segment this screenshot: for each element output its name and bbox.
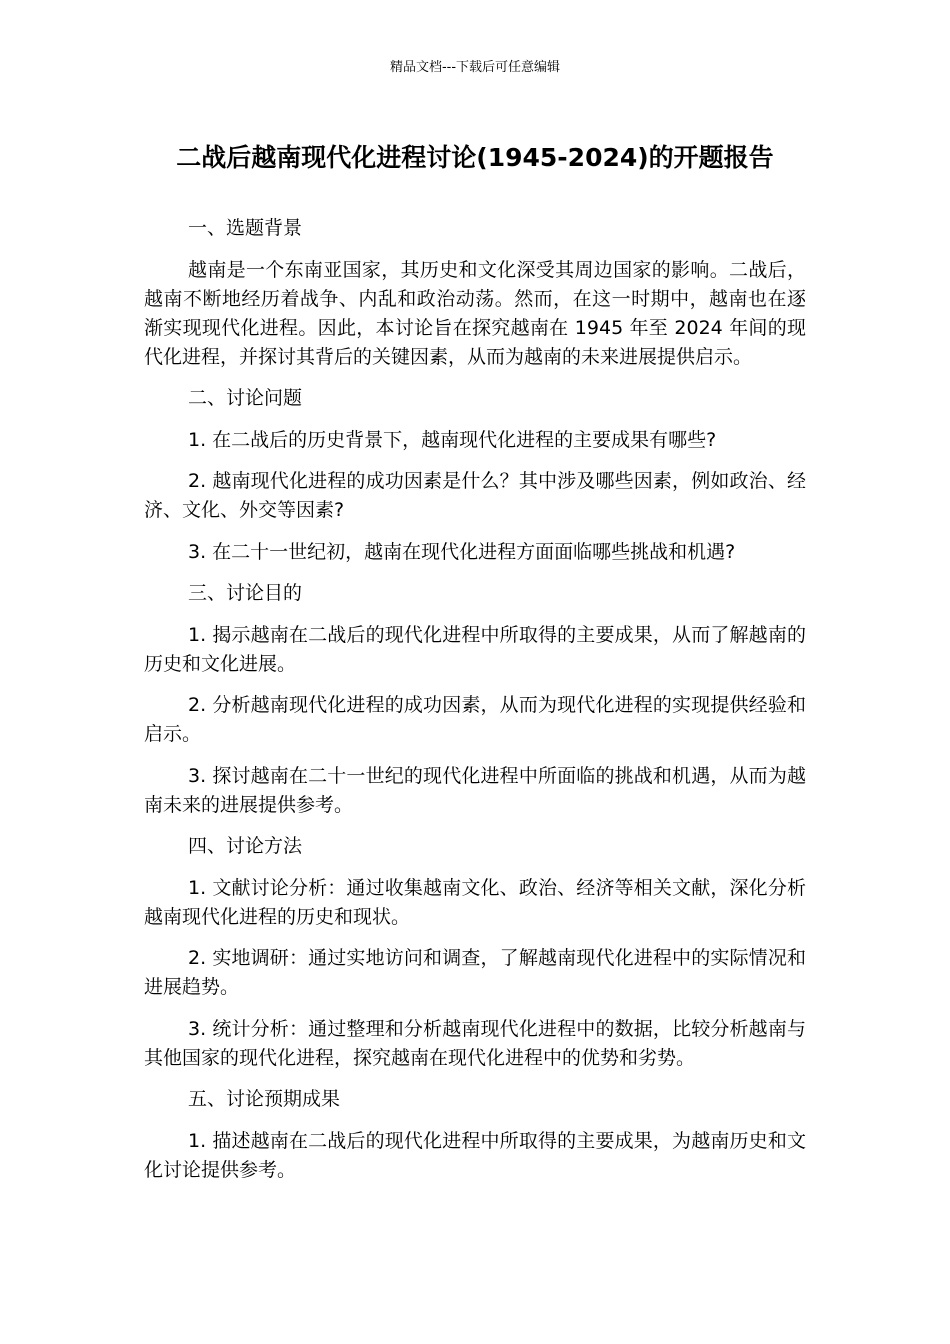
method-item-1: 1. 文献讨论分析：通过收集越南文化、政治、经济等相关文献，深化分析越南现代化进程的历史和现状。 <box>144 876 806 928</box>
section-heading-goals: 三、讨论目的 <box>188 582 303 604</box>
question-item-3: 3. 在二十一世纪初，越南在现代化进程方面面临哪些挑战和机遇? <box>188 540 736 563</box>
method-item-3: 3. 统计分析：通过整理和分析越南现代化进程中的数据，比较分析越南与其他国家的现代化进程，探究越南在现代化进程中的优势和劣势。 <box>144 1017 806 1069</box>
section-heading-methods: 四、讨论方法 <box>188 835 303 857</box>
question-item-1: 1. 在二战后的历史背景下，越南现代化进程的主要成果有哪些? <box>188 428 717 451</box>
document-body <box>144 214 806 1197</box>
section-heading-background: 一、选题背景 <box>188 217 303 239</box>
section-heading-questions: 二、讨论问题 <box>188 387 303 409</box>
outcome-item-1: 1. 描述越南在二战后的现代化进程中所取得的主要成果，为越南历史和文化讨论提供参考。 <box>144 1129 806 1181</box>
goal-item-2: 2. 分析越南现代化进程的成功因素，从而为现代化进程的实现提供经验和启示。 <box>144 694 806 745</box>
section-heading-outcomes: 五、讨论预期成果 <box>188 1088 341 1110</box>
goal-item-1: 1. 揭示越南在二战后的现代化进程中所取得的主要成果，从而了解越南的历史和文化进展。 <box>144 623 806 675</box>
document-title: 二战后越南现代化进程讨论(1945-2024)的开题报告 <box>176 143 774 172</box>
page-header: 精品文档---下载后可任意编辑 <box>389 60 561 75</box>
question-item-2: 2. 越南现代化进程的成功因素是什么？其中涉及哪些因素，例如政治、经济、文化、外交等因素? <box>144 470 806 521</box>
goal-item-3: 3. 探讨越南在二十一世纪的现代化进程中所面临的挑战和机遇，从而为越南未来的进展提供参考。 <box>144 764 806 816</box>
method-item-2: 2. 实地调研：通过实地访问和调查，了解越南现代化进程中的实际情况和进展趋势。 <box>144 947 806 998</box>
paragraph-background: 越南是一个东南亚国家，其历史和文化深受其周边国家的影响。二战后，越南不断地经历着战争、内乱和政治动荡。然而，在这一时期中，越南也在逐渐实现现代化进程。因此，本讨论旨在探究越南在 1945 年至 2024 年间的现代化进程，并探讨其背后的关键因素，从而为越南的未来进展提供启示。 <box>144 258 806 368</box>
